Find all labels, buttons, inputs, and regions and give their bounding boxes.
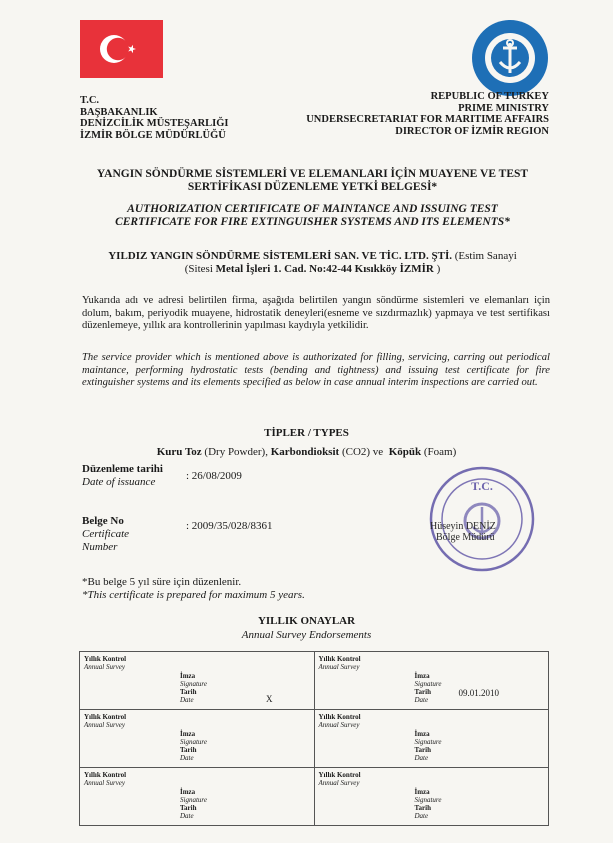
- cell-label: Yıllık Kontrol: [84, 713, 127, 721]
- date-label-en: Date: [180, 754, 194, 762]
- header-left-line: İZMİR BÖLGE MÜDÜRLÜĞÜ: [80, 129, 226, 141]
- date-label-en: Date: [414, 754, 429, 762]
- header-right-line: DIRECTOR OF İZMİR REGION: [395, 125, 549, 137]
- type-dry-powder-desc: (Dry Powder),: [201, 446, 271, 458]
- header-right-line: PRIME MINISTRY: [458, 102, 549, 114]
- header-left: [80, 95, 229, 141]
- issue-date-label-en: Date of issuance: [82, 476, 156, 488]
- table-row: [80, 710, 549, 768]
- company-block: [60, 250, 565, 276]
- cell-label: Yıllık Kontrol: [84, 655, 127, 663]
- title-tr-line1: YANGIN SÖNDÜRME SİSTEMLERİ VE ELEMANLARI İÇİN MUAYENE VE TEST: [96, 168, 529, 180]
- validity-note-tr: *Bu belge 5 yıl süre için düzenlenir.: [82, 576, 242, 588]
- survey-cell: [80, 710, 315, 768]
- type-dry-powder: Kuru Toz: [156, 446, 202, 458]
- cert-number-label: [82, 515, 129, 554]
- signatory-name: Hüseyin DENİZ: [430, 521, 496, 532]
- date-label: Tarih: [414, 746, 431, 754]
- cell-date: 09.01.2010: [458, 688, 499, 698]
- cert-number-label-en1: Certificate: [82, 528, 130, 540]
- stamp-tc-text: T.C.: [471, 479, 493, 493]
- date-label: Tarih: [180, 804, 197, 812]
- sig-label: İmza: [414, 788, 430, 796]
- date-label-en: Date: [414, 812, 429, 820]
- cell-label-en: Annual Survey: [318, 721, 360, 729]
- header-right-line: REPUBLIC OF TURKEY: [430, 91, 549, 102]
- survey-cell: [314, 768, 549, 826]
- types-title: TİPLER / TYPES: [264, 427, 349, 439]
- date-label: Tarih: [180, 746, 197, 754]
- cell-label-en: Annual Survey: [318, 779, 360, 787]
- cell-label: Yıllık Kontrol: [318, 655, 361, 663]
- company-address-2-post: ): [433, 263, 441, 275]
- type-co2-desc: (CO2) ve: [339, 446, 386, 458]
- sig-label-en: Signature: [414, 680, 442, 688]
- issue-date-label: [82, 463, 163, 489]
- title-tr-line2: SERTİFİKASI DÜZENLEME YETKİ BELGESİ*: [187, 181, 438, 193]
- body-text-english: The service provider which is mentioned above is authorizated for filling, servicing, carring out periodical maintance, performing hydrostatic tests (bending and tightness) and issuing test certificate for fire extinguisher systems and its elements specified as below in case annual interim inspections are carried out.: [82, 352, 550, 389]
- sig-label-en: Signature: [414, 796, 442, 804]
- date-label-en: Date: [180, 696, 194, 704]
- header-left-line: T.C.: [80, 95, 100, 106]
- annual-endorsements-title: YILLIK ONAYLAR: [257, 615, 356, 627]
- sig-label-en: Signature: [180, 738, 207, 746]
- maritime-undersecretariat-logo: [470, 18, 550, 98]
- cert-number-value: : 2009/35/028/8361: [186, 520, 273, 532]
- header-left-line: BAŞBAKANLIK: [80, 106, 158, 118]
- survey-cell: [80, 652, 315, 710]
- sig-label: İmza: [180, 730, 196, 738]
- signature-block: [430, 521, 496, 543]
- annual-survey-table: [79, 651, 549, 826]
- sig-label: İmza: [180, 788, 196, 796]
- types-list: [0, 446, 613, 458]
- cert-number-label-en2: Number: [82, 541, 118, 553]
- cell-label: Yıllık Kontrol: [318, 713, 361, 721]
- sig-label-en: Signature: [180, 680, 207, 688]
- header-right: [306, 91, 549, 137]
- turkish-flag: [80, 20, 163, 78]
- cell-mark: X: [266, 694, 273, 704]
- survey-cell: [314, 710, 549, 768]
- cell-label-en: Annual Survey: [84, 721, 126, 729]
- header-right-line: UNDERSECRETARIAT FOR MARITIME AFFAIRS: [306, 114, 549, 125]
- table-row: [80, 768, 549, 826]
- title-turkish: [40, 168, 585, 194]
- sig-label-en: Signature: [414, 738, 442, 746]
- sig-label: İmza: [414, 672, 430, 680]
- type-foam: Köpük: [388, 446, 422, 458]
- cell-label-en: Annual Survey: [84, 779, 126, 787]
- cell-label: Yıllık Kontrol: [84, 771, 127, 779]
- issue-date-value: : 26/08/2009: [186, 470, 242, 482]
- company-name: YILDIZ YANGIN SÖNDÜRME SİSTEMLERİ SAN. VE TİC. LTD. ŞTİ.: [108, 250, 452, 262]
- sig-label-en: Signature: [180, 796, 207, 804]
- table-row: [80, 652, 549, 710]
- body-text-turkish: Yukarıda adı ve adresi belirtilen firma, aşağıda belirtilen yangın söndürme sistemleri ve elemanları için dolum, bakım, periyodik muayene, hidrostatik deneyleri(esneme ve sızdırmazlık) yapmaya ve test sertifikası düzenlemeye, yıllık ara kontrollerinin yapılması kaydıyla yetkilidir.: [82, 295, 550, 332]
- validity-note-en: *This certificate is prepared for maximum 5 years.: [82, 589, 305, 601]
- title-en-line2: CERTIFICATE FOR FIRE EXTINGUISHER SYSTEMS AND ITS ELEMENTS*: [115, 216, 510, 228]
- survey-cell: [314, 652, 549, 710]
- sig-label: İmza: [180, 672, 196, 680]
- annual-endorsements-subtitle: Annual Survey Endorsements: [241, 629, 372, 641]
- survey-cell: [80, 768, 315, 826]
- cell-label-en: Annual Survey: [84, 663, 126, 671]
- validity-note: [82, 576, 305, 602]
- company-address-1: (Estim Sanayi: [451, 250, 517, 262]
- cell-label: Yıllık Kontrol: [318, 771, 361, 779]
- official-stamp: [428, 465, 536, 573]
- header-left-line: DENİZCİLİK MÜSTEŞARLIĞI: [80, 118, 229, 129]
- company-address-2-pre: (Sitesi: [184, 263, 216, 275]
- cert-number-label-tr: Belge No: [82, 515, 124, 527]
- title-english: [40, 203, 585, 229]
- title-en-line1: AUTHORIZATION CERTIFICATE OF MAINTANCE AND ISSUING TEST: [127, 203, 498, 215]
- sig-label: İmza: [414, 730, 430, 738]
- date-label: Tarih: [180, 688, 197, 696]
- cell-label-en: Annual Survey: [318, 663, 360, 671]
- type-foam-desc: (Foam): [421, 446, 457, 458]
- company-address-2: Metal İşleri 1. Cad. No:42-44 Kısıkköy İZMİR: [215, 263, 434, 275]
- date-label-en: Date: [414, 696, 429, 704]
- date-label: Tarih: [414, 688, 431, 696]
- type-co2: Karbondioksit: [270, 446, 340, 458]
- issue-date-label-tr: Düzenleme tarihi: [82, 463, 163, 475]
- signatory-title: Bölge Müdürü: [436, 532, 495, 543]
- date-label-en: Date: [180, 812, 194, 820]
- date-label: Tarih: [414, 804, 431, 812]
